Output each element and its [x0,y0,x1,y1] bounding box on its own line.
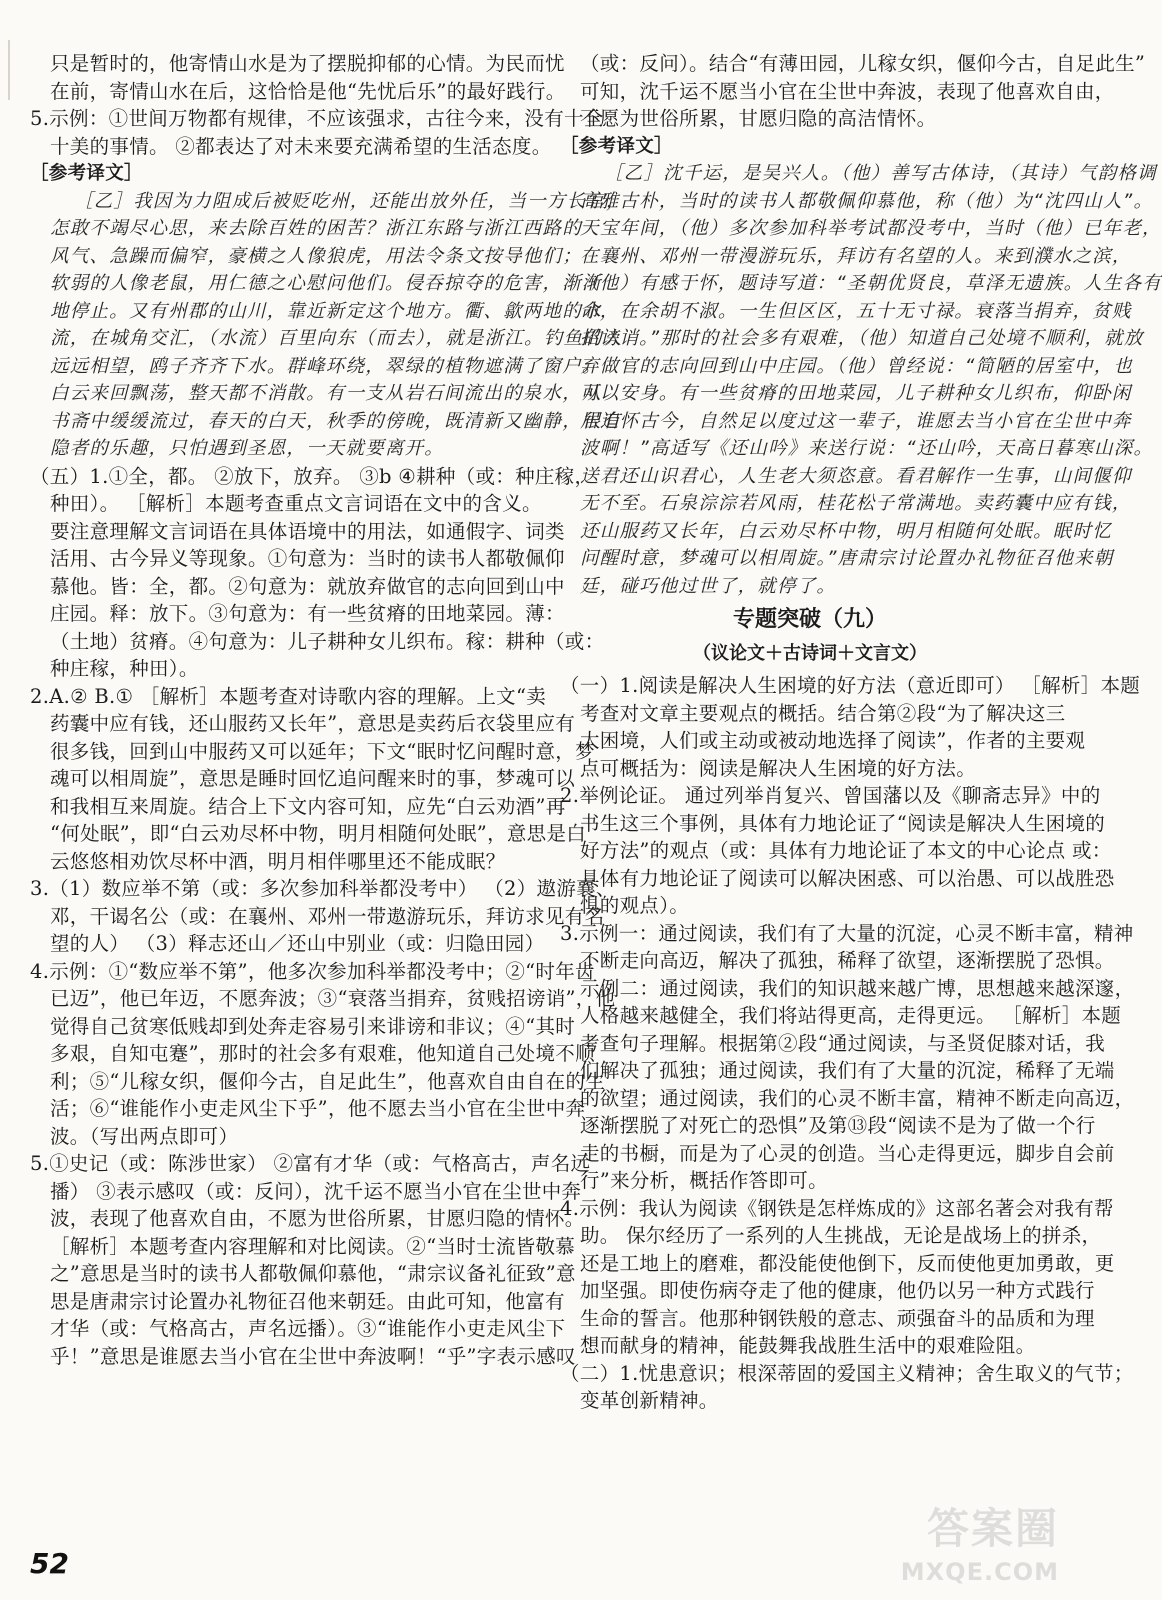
text-line: 走的书橱，而是为了心灵的创造。当心走得更远，脚步自会前 [580,1141,1115,1165]
text-line: 在前，寄情山水在后，这恰恰是他“先忧后乐”的最好践行。 [50,79,566,103]
text-line: 白云来回飘荡，整天都不消散。有一支从岩石间流出的泉水，从 [50,383,602,404]
text-line: 隐者的乐趣，只怕遇到圣恩，一天就要离开。 [50,438,445,459]
text-line: 人格越来越健全，我们将站得更高，走得更远。 ［解析］本题 [580,1004,1122,1027]
text-line: 远远相望，鸥子齐齐下水。群峰环绕，翠绿的植物遮满了窗户。 [50,355,602,377]
text-line: 4.示例：①“数应举不第”，他多次参加科举都没考中；②“时年齿 [30,959,595,983]
text-line: ［解析］本题考查内容理解和对比阅读。②“当时士流皆敬慕 [50,1234,576,1258]
text-line: 风气、急躁而偏窄，豪横之人像狼虎，用法令条文按导他们； [50,245,582,267]
text-line: 流，在城角交汇，（水流）百里向东（而去），就是浙江。钓鱼的人 [50,328,623,349]
text-line: ［参考译文］ [560,135,673,157]
text-line: ［乙］我因为力阻成后被贬吃州，还能出放外任，当一方长官， [74,190,626,212]
text-line: 生命的誓言。他那种钢铁般的意志、顽强奋斗的品质和为理 [580,1306,1095,1330]
text-line: 不断走向高迈，解决了孤独，稀释了欲望，逐渐摆脱了恐惧。 [580,949,1115,972]
text-line: 2.A.② B.① ［解析］本题考查对诗歌内容的理解。上文“卖 [30,684,547,708]
text-line: 慕他。皆：全，都。②句意为：就放弃做官的志向回到山中 [50,574,565,598]
text-line: （或：反问）。结合“有薄田园，儿稼女织，偃仰今古，自足此生” [580,52,1146,75]
section-subtitle: （议论文＋古诗词＋文言文） [693,643,927,664]
text-line: 和我相互来周旋。结合上下文内容可知，应先“白云劝酒”再 [50,794,566,818]
text-line: 示例二：通过阅读，我们的知识越来越广博，思想越来越深邃， [580,976,1135,1000]
text-line: 邓，干谒名公（或：在襄州、邓州一带遨游玩乐，拜访求见有名 [50,904,605,928]
text-line: 可知，沈千运不愿当小官在尘世中奔波，表现了他喜欢自由， [580,79,1115,103]
text-line: 庄园。释：放下。③句意为：有一些贫瘠的田地菜园。薄： [50,602,565,625]
text-line: （他）有感于怀，题诗写道：“圣朝优贤良，草泽无遗族。人生各有 [580,273,1162,294]
text-line: 问醒时意，梦魂可以相周旋。”唐肃宗讨论置办礼物征召他来朝 [580,548,1114,569]
watermark [889,1496,1059,1586]
text-line: 多艰，自知屯蹇”，那时的社会多有艰难，他知道自己处境不顺 [50,1042,595,1065]
text-line: 具体有力地论证了阅读可以解决困惑、可以治愚、可以战胜恐 [580,866,1115,890]
text-line: 云悠悠相劝饮尽杯中酒，明月相伴哪里还不能成眠？ [50,849,506,873]
text-line: 高雅古朴，当时的读书人都敬佩仰慕他，称（他）为“沈四山人”。 [580,190,1154,212]
text-line: 不愿为世俗所累，甘愿归隐的高洁情怀。 [580,107,937,130]
text-line: 惧的观点）。 [580,894,690,917]
text-line: 思是唐肃宗讨论置办礼物征召他来朝廷。由此可知，他富有 [50,1289,565,1313]
text-line: 送君还山识君心，人生老大须恣意。看君解作一生事，山间偃仰 [580,465,1132,487]
text-line: 点可概括为：阅读是解决人生困境的好方法。 [580,756,977,780]
text-line: 在襄州、邓州一带漫游玩乐，拜访有名望的人。来到濮水之滨， [580,245,1132,267]
text-line: 加坚强。即使伤病夺走了他的健康，他仍以另一种方式践行 [580,1279,1095,1302]
text-line: 波啊！”高适写《还山吟》来送行说：“还山吟，天高日暮寒山深。 [580,438,1154,459]
text-line: 书斋中缓缓流过，春天的白天，秋季的傍晚，既清新又幽静，很有 [50,410,622,432]
text-line: 怎敢不竭尽心思，来去除百姓的困苦？浙江东路与浙江西路的 [50,218,582,239]
text-line: 招谤诮。”那时的社会多有艰难，（他）知道自己处境不顺利，就放 [580,328,1144,349]
text-line: 大困境，人们或主动或被动地选择了阅读”，作者的主要观 [580,729,1086,752]
text-line: （一）1.阅读是解决人生困境的好方法（意近即可） ［解析］本题 [560,674,1141,697]
text-line: 之”意思是当时的读书人都敬佩仰慕他，“肃宗议备礼征致”意 [50,1262,576,1285]
text-line: 命，在余胡不淑。一生但区区，五十无寸禄。衰落当捐弃，贫贱 [580,300,1132,322]
text-line: 望的人） （3）释志还山／还山中别业（或：归隐田园） [50,932,545,955]
text-line: 3.示例一：通过阅读，我们有了大量的沉淀，心灵不断丰富，精神 [560,921,1134,945]
text-line: 乎！”意思是谁愿去当小官在尘世中奔波啊！“乎”字表示感叹 [50,1344,576,1368]
text-line: 行”来分析，概括作答即可。 [580,1169,828,1192]
section-title: 专题突破（九） [732,607,887,632]
text-line: 很多钱，回到山中服药又可以延年；下文“眠时忆问醒时意，梦 [50,739,595,763]
watermark-url: MXQE.COM [900,1558,1059,1586]
margin-mark [8,40,10,100]
text-line: 十美的事情。 ②都表达了对未来要充满希望的生活态度。 [50,134,552,158]
text-line: 可以安身。有一些贫瘠的田地菜园，儿子耕种女儿织布，仰卧闲 [580,383,1132,404]
text-line: 活用、古今异义等现象。①句意为：当时的读书人都敬佩仰 [50,547,565,570]
text-line: 书生这三个事例，具体有力地论证了“阅读是解决人生困境的 [580,811,1106,835]
text-line: 已迈”，他已年迈，不愿奔波；③“衰落当捐弃，贫贱招谤诮”，他 [50,987,616,1010]
watermark-logo-text: 答案圈 [926,1504,1059,1553]
text-line: 们解决了孤独；通过阅读，我们有了大量的沉淀，稀释了无端 [580,1059,1115,1082]
text-line: 还山服药又长年，白云劝尽杯中物，明月相随何处眠。眠时忆 [580,520,1112,542]
text-line: 的欲望；通过阅读，我们的心灵不断丰富，精神不断走向高迈， [580,1086,1135,1110]
text-line: “何处眠”，即“白云劝尽杯中物，明月相随何处眠”，意思是白 [50,822,587,845]
text-line: 无不至。石泉淙淙若风雨，桂花松子常满地。卖药囊中应有钱， [580,493,1132,514]
text-line: 4.示例：我认为阅读《钢铁是怎样炼成的》这部名著会对我有帮 [560,1196,1114,1220]
text-line: 2.举例论证。 通过列举肖复兴、曾国藩以及《聊斋志异》中的 [560,784,1101,807]
text-line: 想而献身的精神，能鼓舞我战胜生活中的艰难险阻。 [580,1334,1036,1357]
text-line: 考查对文章主要观点的概括。结合第②段“为了解决这三 [580,701,1066,725]
text-line: 廷，碰巧他过世了，就停了。 [580,575,837,597]
text-line: 波，表现了他喜欢自由，不愿为世俗所累，甘愿归隐的情怀。 [50,1207,585,1230]
text-line: 只是暂时的，他寄情山水是为了摆脱抑郁的心情。为民而忧 [50,52,565,75]
text-line: 考查句子理解。根据第②段“通过阅读，与圣贤促膝对话，我 [580,1031,1106,1055]
text-line: 才华（或：气格高古，声名远播）。③“谁能作小吏走风尘下 [50,1317,566,1340]
text-line: 播） ③表示感叹（或：反问），沈千运不愿当小官在尘世中奔 [50,1179,582,1203]
text-line: 要注意理解文言词语在具体语境中的用法，如通假字、词类 [50,519,565,543]
text-line: （土地）贫瘠。④句意为：儿子耕种女儿织布。稼：耕种（或： [50,629,605,653]
text-line: 助。 保尔经历了一系列的人生挑战，无论是战场上的拼杀， [580,1224,1102,1247]
text-line: 活；⑥“谁能作小吏走风尘下乎”，他不愿去当小官在尘世中奔 [50,1097,586,1120]
text-line: 好方法”的观点（或：具体有力地论证了本文的中心论点 或： [580,839,1112,862]
text-line: 还是工地上的磨难，都没能使他倒下，反而使他更加勇敢，更 [580,1251,1115,1275]
text-line: 软弱的人像老鼠，用仁德之心慰问他们。侵吞掠夺的危害，渐渐 [50,273,602,294]
page-number: 52 [30,1547,69,1580]
text-line: 3.（1）数应举不第（或：多次参加科举都没考中） （2）遨游襄、 [30,877,616,900]
text-line: 魂可以相周旋”，意思是睡时回忆追问醒来时的事，梦魂可以 [50,767,576,790]
text-line: 觉得自己贫寒低贱却到处奔走容易引来诽谤和非议；④“其时 [50,1014,576,1038]
right-column-top [560,50,1162,600]
left-column [30,50,626,1370]
right-column [560,50,1162,1415]
text-line: ［参考译文］ [30,163,143,184]
text-line: 种庄稼，种田）。 [50,657,199,680]
text-line: 药囊中应有钱，还山服药又长年”，意思是卖药后衣袋里应有 [50,712,576,735]
text-line: 弃做官的志向回到山中庄园。（他）曾经说：“简陋的居室中，也 [580,355,1134,377]
text-line: 波。（写出两点即可） [50,1124,239,1148]
text-line: ［乙］沈千运，是吴兴人。（他）善写古体诗，（其诗）气韵格调 [604,163,1157,184]
text-line: 5.示例：①世间万物都有规律，不应该强求，古往今来，没有十全 [30,107,604,130]
text-line: 逐渐摆脱了对死亡的恐惧”及第⑬段“阅读不是为了做一个行 [580,1114,1096,1137]
text-line: 种田）。 ［解析］本题考查重点文言词语在文中的含义。 [50,492,542,515]
text-line: （五）1.①全，都。 ②放下，放弃。 ③b ④耕种（或：种庄稼， [30,464,595,488]
text-line: 利；⑤“儿稼女织，偃仰今古，自足此生”，他喜欢自由自在的生 [50,1069,606,1093]
text-line: 地停止。又有州郡的山川，靠近新定这个地方。衢、歙两地的水 [50,300,602,322]
text-line: 天宝年间，（他）多次参加科举考试都没考中，当时（他）已年老， [580,218,1162,239]
text-line: 5.①史记（或：陈涉世家） ②富有才华（或：气格高古，声名远 [30,1152,591,1175]
text-line: 变革创新精神。 [580,1389,719,1412]
text-line: （二）1.忧患意识；根深蒂固的爱国主义精神；舍生取义的气节； [560,1361,1134,1385]
right-column-bottom [560,672,1141,1415]
text-line: 居追怀古今，自然足以度过这一辈子，谁愿去当小官在尘世中奔 [580,410,1132,432]
